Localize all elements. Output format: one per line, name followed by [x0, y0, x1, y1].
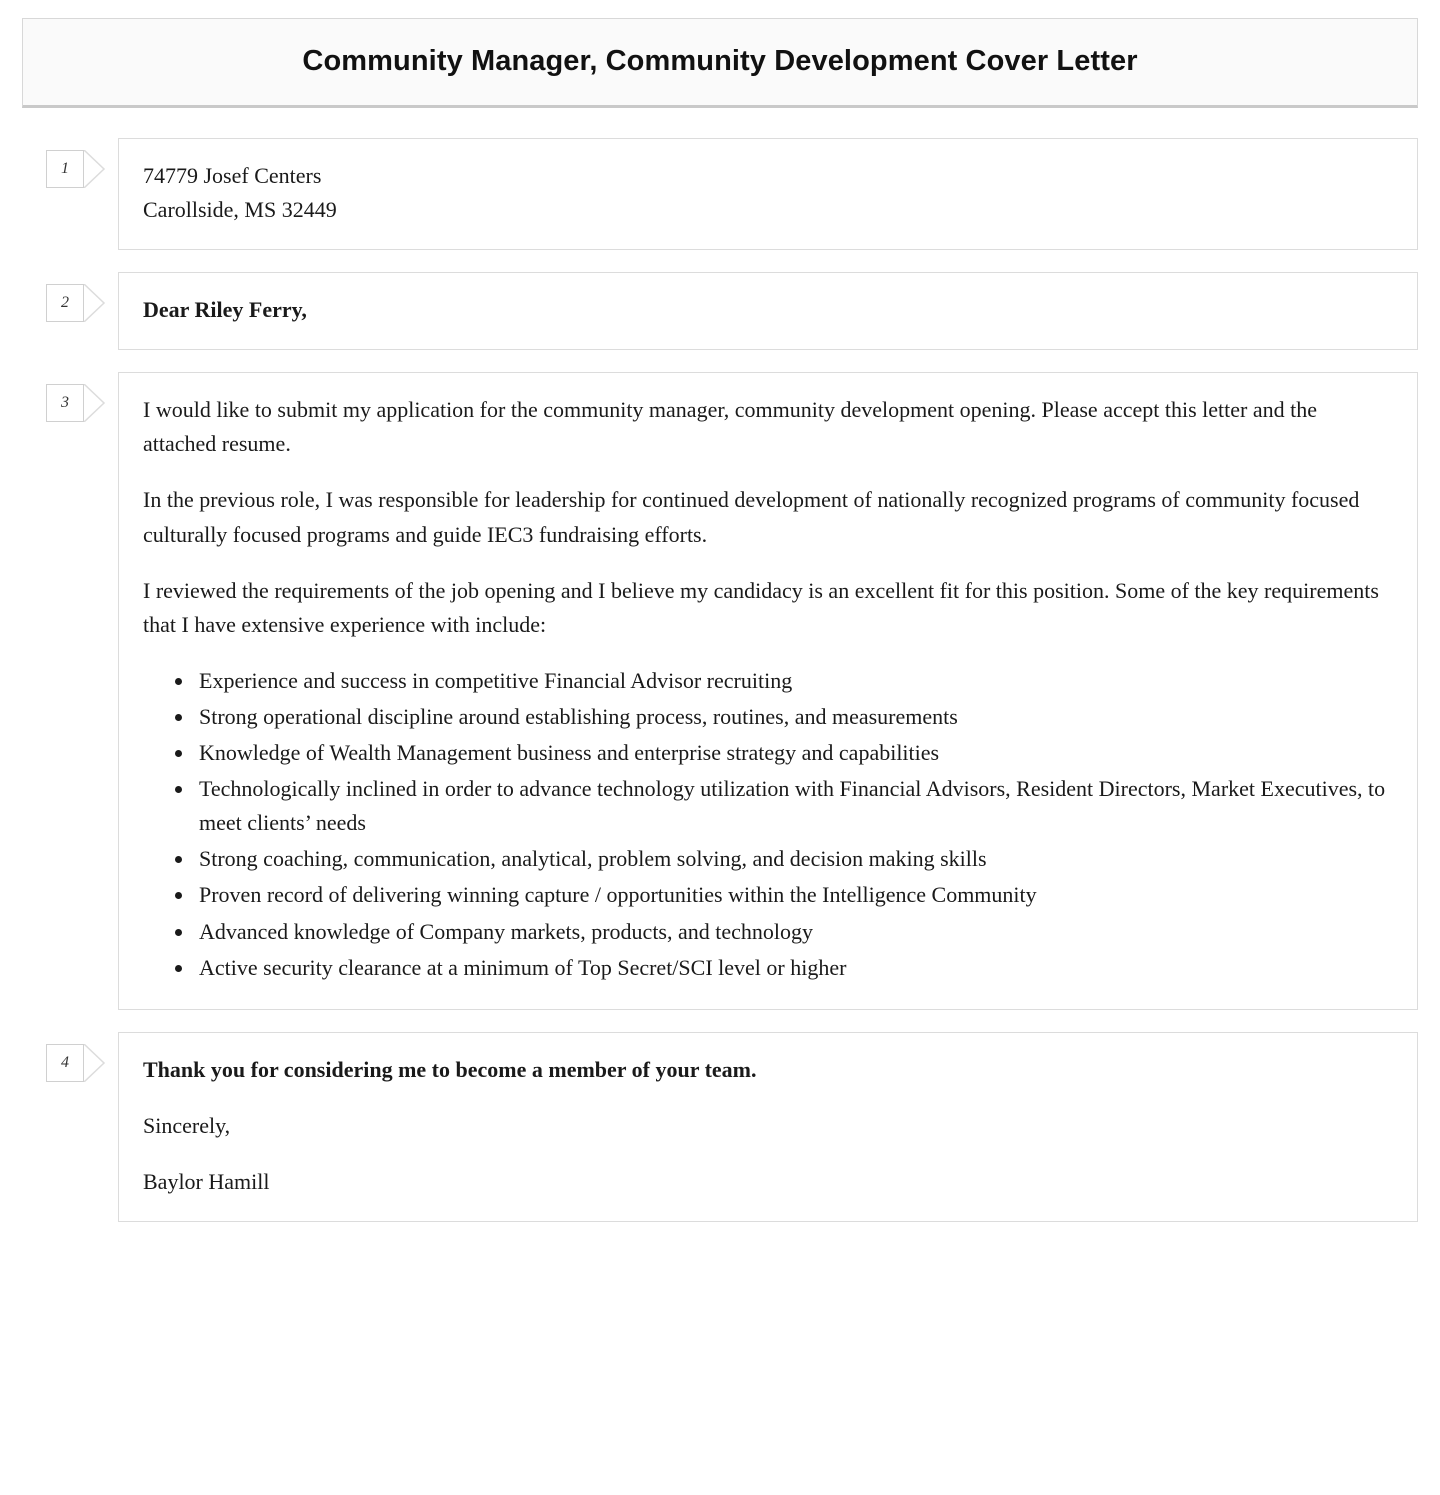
- marker-column-3: [22, 372, 118, 422]
- document-header: [22, 18, 1418, 108]
- salutation-block: [22, 272, 1418, 350]
- list-item: • Strong coaching, communication, analytical, problem solving, and decision making skills: [195, 842, 1393, 876]
- list-item: • Experience and success in competitive Financial Advisor recruiting: [195, 664, 1393, 698]
- block-number-4: 4: [46, 1044, 84, 1082]
- address-block: [22, 138, 1418, 250]
- closing-signoff: Sincerely,: [143, 1112, 231, 1138]
- block-number-3: 3: [46, 384, 84, 422]
- list-item: • Proven record of delivering winning capture / opportunities within the Intelligence Community: [195, 878, 1393, 912]
- body-paragraph-3: I reviewed the requirements of the job opening and I believe my candidacy is an excellent fit for this position. Some of the key requirements that I have extensive experience with include:: [143, 577, 1379, 637]
- body-content: [118, 372, 1418, 1009]
- closing-block: [22, 1032, 1418, 1222]
- list-item: • Strong operational discipline around establishing process, routines, and measurements: [195, 700, 1393, 734]
- marker-column-2: [22, 272, 118, 322]
- address-line-2: Carollside, MS 32449: [143, 197, 337, 223]
- marker-column-1: [22, 138, 118, 188]
- page-title: Community Manager, Community Development Cover Letter: [302, 45, 1138, 77]
- list-item: • Technologically inclined in order to advance technology utilization with Financial Advisors, Resident Directors, Market Executives, to meet clients’ needs: [195, 772, 1393, 840]
- address-line-1: 74779 Josef Centers: [143, 163, 322, 188]
- body-block: [22, 372, 1418, 1009]
- list-item: • Knowledge of Wealth Management business and enterprise strategy and capabilities: [195, 736, 1393, 770]
- closing-content: [118, 1032, 1418, 1222]
- salutation-content: [118, 272, 1418, 350]
- body-paragraph-1: I would like to submit my application for the community manager, community development opening. Please accept this letter and the attached resume.: [143, 397, 1317, 457]
- closing-thanks: Thank you for considering me to become a member of your team.: [143, 1056, 757, 1082]
- body-paragraph-2: In the previous role, I was responsible for leadership for continued development of nationally recognized programs of community focused culturally focused programs and guide IEC3 fundraising efforts.: [143, 487, 1360, 547]
- block-number-2: 2: [46, 284, 84, 322]
- closing-signature: Baylor Hamill: [143, 1168, 270, 1194]
- address-content: [118, 138, 1418, 250]
- salutation-text: Dear Riley Ferry,: [143, 297, 307, 323]
- marker-column-4: [22, 1032, 118, 1082]
- list-item: • Active security clearance at a minimum of Top Secret/SCI level or higher: [195, 951, 1393, 985]
- requirements-list: [143, 664, 1393, 985]
- list-item: • Advanced knowledge of Company markets, products, and technology: [195, 915, 1393, 949]
- block-number-1: 1: [46, 150, 84, 188]
